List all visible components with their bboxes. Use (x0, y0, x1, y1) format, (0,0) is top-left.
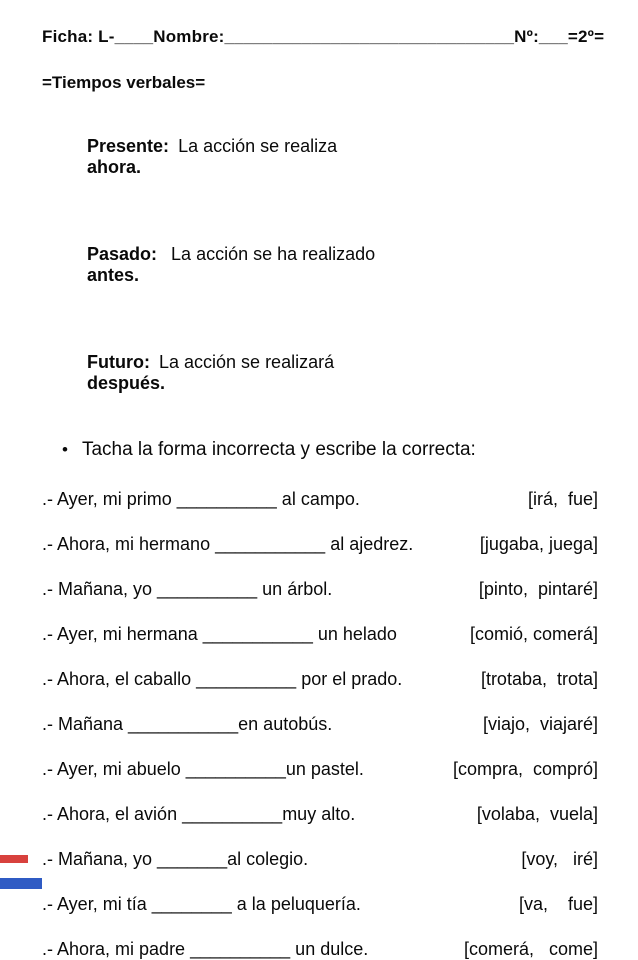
exercise-row (42, 624, 598, 645)
definition-futuro (57, 331, 598, 415)
instruction-text: Tacha la forma incorrecta y escribe la correcta: (81, 439, 476, 460)
exercise-row (42, 579, 598, 600)
exercise-row (42, 849, 598, 870)
exercise-options: [voy, iré] (521, 849, 598, 869)
exercise-sentence: .- Ayer, mi hermana ___________ un helado (42, 624, 397, 644)
exercise-sentence: .- Mañana, yo __________ un árbol. (42, 579, 333, 599)
exercise-sentence: .- Ahora, el avión __________muy alto. (42, 804, 356, 824)
exercise-row (42, 759, 598, 780)
exercise-options: [compra, compró] (452, 759, 598, 779)
exercise-sentence: .- Ayer, mi tía ________ a la peluquería. (42, 894, 361, 914)
definition-text: La acción se ha realizado (161, 244, 376, 264)
blue-bar-decoration (0, 878, 42, 889)
exercise-sentence: .- Mañana, yo _______al colegio. (42, 849, 309, 869)
exercise-sentence: .- Ahora, mi hermano ___________ al ajedrez. (42, 534, 414, 554)
exercise-row (42, 489, 598, 510)
exercise-row (42, 669, 598, 690)
worksheet-header: Ficha: L-____Nombre:______________________________Nº:___=2º= (42, 27, 605, 46)
exercise-row (42, 939, 598, 960)
definition-keyword: antes. (87, 265, 140, 285)
definition-keyword: después. (87, 373, 166, 393)
exercise-options: [comerá, come] (463, 939, 598, 959)
exercise-options: [irá, fue] (527, 489, 598, 509)
exercise-sentence: .- Ayer, mi primo __________ al campo. (42, 489, 360, 509)
definition-label: Presente: (87, 136, 170, 156)
exercise-sentence: .- Ahora, el caballo __________ por el prado. (42, 669, 403, 689)
exercise-row (42, 534, 598, 555)
bullet-icon: • (62, 440, 68, 459)
exercise-instruction (62, 439, 598, 461)
tense-definitions (57, 115, 598, 415)
exercise-sentence: .- Ayer, mi abuelo __________un pastel. (42, 759, 364, 779)
exercise-row (42, 894, 598, 915)
exercise-options: [viajo, viajaré] (482, 714, 598, 734)
exercise-options: [trotaba, trota] (480, 669, 598, 689)
definition-presente (57, 115, 598, 199)
definition-text: La acción se realiza (173, 136, 338, 156)
exercise-row (42, 714, 598, 735)
definition-label: Pasado: (87, 244, 158, 264)
exercise-options: [pinto, pintaré] (478, 579, 598, 599)
definition-pasado (57, 223, 598, 307)
exercise-list (42, 489, 598, 960)
exercise-options: [volaba, vuela] (476, 804, 598, 824)
exercise-options: [comió, comerá] (469, 624, 598, 644)
exercise-row (42, 804, 598, 825)
exercise-sentence: .- Mañana ___________en autobús. (42, 714, 333, 734)
worksheet-title: =Tiempos verbales= (42, 73, 206, 92)
exercise-options: [jugaba, juega] (479, 534, 598, 554)
red-bar-decoration (0, 855, 28, 863)
definition-label: Futuro: (87, 352, 150, 372)
exercise-sentence: .- Ahora, mi padre __________ un dulce. (42, 939, 369, 959)
exercise-options: [va, fue] (518, 894, 598, 914)
definition-keyword: ahora. (87, 157, 142, 177)
definition-text: La acción se realizará (154, 352, 335, 372)
